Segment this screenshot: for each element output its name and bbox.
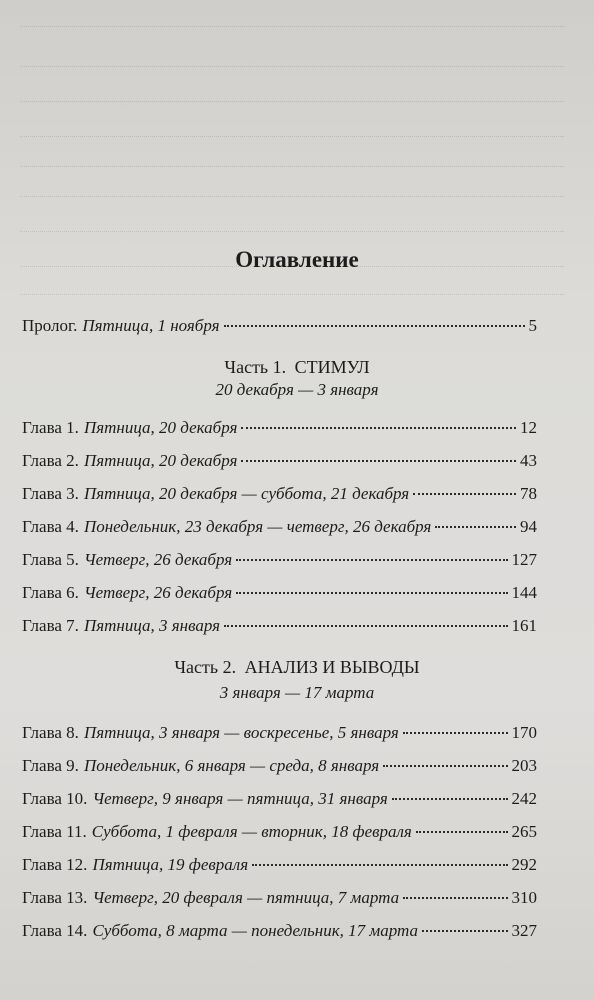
entry-subtitle: Пятница, 1 ноября bbox=[82, 316, 220, 335]
part-dates: 20 декабря — 3 января bbox=[215, 380, 379, 399]
toc-entry[interactable] bbox=[22, 888, 537, 914]
entry-subtitle: Суббота, 8 марта — понедельник, 17 марта bbox=[92, 921, 419, 940]
entry-label: Глава 3. bbox=[22, 484, 79, 503]
entry-subtitle: Пятница, 19 февраля bbox=[92, 855, 249, 874]
entry-label: Глава 2. bbox=[22, 451, 79, 470]
entry-page: 5 bbox=[528, 316, 537, 335]
entry-label: Глава 8. bbox=[22, 723, 79, 742]
toc-entry[interactable] bbox=[22, 921, 537, 947]
entry-label: Глава 13. bbox=[22, 888, 88, 907]
entry-label: Глава 14. bbox=[22, 921, 88, 940]
leader-dots bbox=[416, 831, 508, 833]
entry-subtitle: Понедельник, 23 декабря — четверг, 26 декабря bbox=[83, 517, 432, 536]
leader-dots bbox=[392, 798, 508, 800]
entry-page: 265 bbox=[511, 822, 537, 841]
entry-label: Глава 1. bbox=[22, 418, 79, 437]
entry-subtitle: Пятница, 20 декабря bbox=[83, 451, 238, 470]
entry-label: Глава 4. bbox=[22, 517, 79, 536]
entry-page: 203 bbox=[511, 756, 537, 775]
entry-page: 310 bbox=[511, 888, 537, 907]
entry-label: Глава 7. bbox=[22, 616, 79, 635]
toc-entry[interactable] bbox=[22, 484, 537, 510]
leader-dots bbox=[236, 559, 507, 561]
toc-entry[interactable] bbox=[22, 583, 537, 609]
entry-page: 327 bbox=[511, 921, 537, 940]
entry-page: 292 bbox=[511, 855, 537, 874]
leader-dots bbox=[241, 427, 516, 429]
entry-subtitle: Пятница, 3 января — воскресенье, 5 января bbox=[83, 723, 399, 742]
leader-dots bbox=[435, 526, 516, 528]
entry-subtitle: Четверг, 20 февраля — пятница, 7 марта bbox=[92, 888, 400, 907]
toc-entry[interactable] bbox=[22, 616, 537, 642]
entry-subtitle: Четверг, 9 января — пятница, 31 января bbox=[92, 789, 388, 808]
entry-page: 161 bbox=[511, 616, 537, 635]
entry-subtitle: Пятница, 20 декабря — суббота, 21 декабря bbox=[83, 484, 410, 503]
part-label: Часть 1. bbox=[224, 357, 287, 377]
toc-entry[interactable] bbox=[22, 822, 537, 848]
entry-page: 94 bbox=[520, 517, 537, 536]
leader-dots bbox=[383, 765, 507, 767]
entry-label: Пролог. bbox=[22, 316, 78, 335]
part-heading bbox=[0, 657, 594, 678]
entry-subtitle: Понедельник, 6 января — среда, 8 января bbox=[83, 756, 380, 775]
entry-label: Глава 5. bbox=[22, 550, 79, 569]
part-name: СТИМУЛ bbox=[294, 357, 370, 377]
page-title: Оглавление bbox=[235, 247, 359, 272]
toc-entry[interactable] bbox=[22, 451, 537, 477]
entry-page: 12 bbox=[520, 418, 537, 437]
entry-page: 242 bbox=[511, 789, 537, 808]
part-name: АНАЛИЗ И ВЫВОДЫ bbox=[244, 657, 420, 677]
toc-entry[interactable] bbox=[22, 756, 537, 782]
leader-dots bbox=[236, 592, 507, 594]
part-heading bbox=[0, 357, 594, 378]
entry-page: 127 bbox=[511, 550, 537, 569]
entry-label: Глава 10. bbox=[22, 789, 88, 808]
leader-dots bbox=[413, 493, 516, 495]
leader-dots bbox=[224, 325, 525, 327]
toc-entry[interactable] bbox=[22, 723, 537, 749]
entry-subtitle: Пятница, 3 января bbox=[83, 616, 221, 635]
part-label: Часть 2. bbox=[174, 657, 237, 677]
part-dates: 3 января — 17 марта bbox=[219, 683, 375, 702]
entry-subtitle: Четверг, 26 декабря bbox=[83, 550, 233, 569]
leader-dots bbox=[224, 625, 507, 627]
entry-label: Глава 9. bbox=[22, 756, 79, 775]
entry-subtitle: Суббота, 1 февраля — вторник, 18 февраля bbox=[91, 822, 412, 841]
toc-entry-prologue[interactable] bbox=[22, 316, 537, 342]
entry-label: Глава 12. bbox=[22, 855, 88, 874]
entry-label: Глава 11. bbox=[22, 822, 87, 841]
leader-dots bbox=[241, 460, 516, 462]
leader-dots bbox=[403, 732, 508, 734]
entry-subtitle: Пятница, 20 декабря bbox=[83, 418, 238, 437]
toc-entry[interactable] bbox=[22, 550, 537, 576]
toc-entry[interactable] bbox=[22, 517, 537, 543]
entry-page: 43 bbox=[520, 451, 537, 470]
entry-subtitle: Четверг, 26 декабря bbox=[83, 583, 233, 602]
entry-page: 78 bbox=[520, 484, 537, 503]
leader-dots bbox=[403, 897, 507, 899]
entry-label: Глава 6. bbox=[22, 583, 79, 602]
toc-entry[interactable] bbox=[22, 855, 537, 881]
entry-page: 170 bbox=[511, 723, 537, 742]
leader-dots bbox=[252, 864, 507, 866]
toc-entry[interactable] bbox=[22, 418, 537, 444]
leader-dots bbox=[422, 930, 507, 932]
toc-entry[interactable] bbox=[22, 789, 537, 815]
entry-page: 144 bbox=[511, 583, 537, 602]
